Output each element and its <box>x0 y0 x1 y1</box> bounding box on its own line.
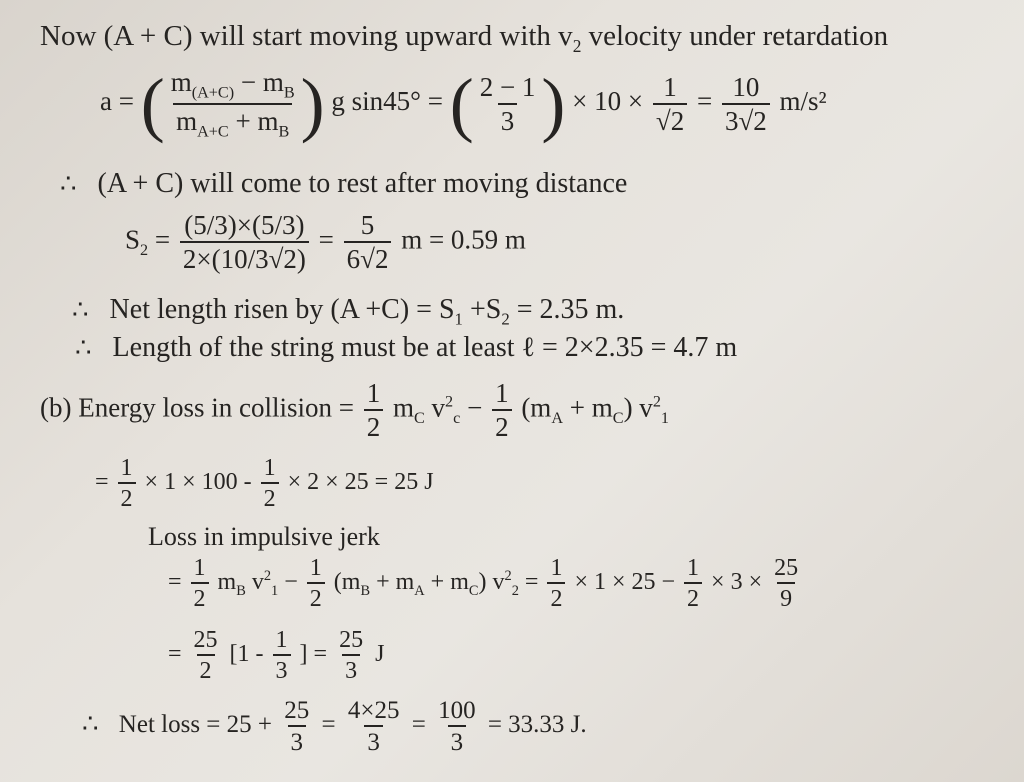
ten-over-3root2-fraction <box>722 71 770 136</box>
e-sub-b: B <box>360 582 371 599</box>
b-f2-num: 1 <box>495 378 509 408</box>
f-f2-den: 3 <box>273 654 291 683</box>
f-f3-num: 25 <box>339 627 364 653</box>
e-mb: m <box>217 569 237 596</box>
mass-ratio-fraction <box>168 66 298 140</box>
e-v: v <box>245 569 264 596</box>
s2-f1-num: (5/3)×(5/3) <box>184 210 305 240</box>
s2-eq: = <box>148 224 171 255</box>
b-mc-sub: C <box>413 409 425 428</box>
s2-fraction-1 <box>180 212 309 273</box>
num-minus: − m <box>234 66 284 97</box>
e-sub-c: C <box>468 582 479 599</box>
num-sub2: B <box>283 83 295 102</box>
e-f2-den: 2 <box>307 582 325 611</box>
e-f5-den: 9 <box>777 582 795 611</box>
e-v2-sup: 2 <box>504 568 512 585</box>
b-ma: (m <box>521 392 552 423</box>
b-plus: + m <box>563 392 613 423</box>
b-v1-sub: 1 <box>660 409 669 428</box>
paren-open: ( <box>140 64 165 144</box>
equals: = <box>696 86 713 117</box>
f-25-over-2 <box>191 628 221 683</box>
e-f1-num: 1 <box>193 555 206 581</box>
e-v-sup: 2 <box>263 568 272 585</box>
two-minus-one-fraction <box>477 71 539 136</box>
e-v-sub: 1 <box>271 582 279 599</box>
distance-equation <box>125 212 526 273</box>
half-fraction-2 <box>492 380 512 441</box>
therefore-icon: ∴ <box>75 333 92 362</box>
impulsive-jerk-heading <box>148 524 380 550</box>
retardation-equation <box>100 64 827 144</box>
num-sub1: (A+C) <box>191 83 235 102</box>
c-result: × 2 × 25 = 25 J <box>287 469 434 496</box>
f2-num: 2 − 1 <box>479 71 536 102</box>
e-f3-num: 1 <box>550 555 563 581</box>
f2-den: 3 <box>498 103 518 135</box>
e-f5-num: 25 <box>774 555 799 581</box>
s2-f2-num: 5 <box>360 210 375 240</box>
e-25-over-9 <box>771 556 801 611</box>
net-length-text: Net length risen by (A +C) = S <box>109 294 455 325</box>
g-100-over-3 <box>435 698 479 755</box>
paren-open-2: ( <box>449 64 474 144</box>
e-f4-num: 1 <box>687 555 700 581</box>
string-length-text: Length of the string must be at least ℓ = 2×2.35 = 4.7 m <box>112 332 738 363</box>
b-v-sub: c <box>453 409 461 428</box>
energy-loss-line <box>40 380 669 441</box>
f-bracket-open: [1 - <box>229 641 264 668</box>
g-f1-den: 3 <box>288 725 307 755</box>
rest-text: (A + C) will come to rest after moving distance <box>97 168 628 199</box>
b-minus: − <box>467 392 483 423</box>
s1-sub: 1 <box>454 309 463 329</box>
e-mb-sub: B <box>236 582 246 599</box>
c-f1-num: 1 <box>120 455 133 481</box>
c-half-1 <box>118 456 136 511</box>
therefore-icon: ∴ <box>72 295 89 324</box>
f4-den: 3√2 <box>722 103 770 135</box>
g-4x25-over-3 <box>345 698 403 755</box>
f-f1-den: 2 <box>197 654 215 683</box>
e-f4-den: 2 <box>684 582 702 611</box>
jerk-equation <box>168 556 804 611</box>
e-f3-den: 2 <box>547 582 565 611</box>
s2-sub-b: 2 <box>501 309 510 329</box>
b-v: v <box>424 392 446 423</box>
intro-text-end: velocity under retardation <box>581 20 889 52</box>
intro-sub: 2 <box>572 35 582 56</box>
c-f2-num: 1 <box>263 455 276 481</box>
e-half-3 <box>547 556 565 611</box>
e-half-2 <box>307 556 325 611</box>
e-half-4 <box>684 556 702 611</box>
g-f2-den: 3 <box>364 725 383 755</box>
num-m: m <box>170 66 192 97</box>
f3-den: √2 <box>653 103 687 135</box>
g-sin-text: g sin45° = <box>331 86 443 117</box>
unit-ms2: m/s² <box>779 86 827 117</box>
therefore-icon: ∴ <box>82 709 99 739</box>
e-mid3: × 1 × 25 − <box>574 569 676 596</box>
e-eq: = <box>168 569 182 596</box>
net-length-line <box>72 296 624 328</box>
rest-line <box>60 170 627 198</box>
e-sub-a: A <box>414 582 425 599</box>
e-plus-2: + m <box>424 569 469 596</box>
f4-num: 10 <box>732 71 760 102</box>
e-open: (m <box>333 569 361 596</box>
s2-result: m = 0.59 m <box>401 224 526 255</box>
s2-fraction-2 <box>344 212 392 273</box>
den-m: m <box>176 105 198 136</box>
e-f2-num: 1 <box>309 555 322 581</box>
e-close: ) v <box>478 569 505 596</box>
b-f1-den: 2 <box>364 409 384 441</box>
paren-close-2: ) <box>541 64 566 144</box>
g-f3-num: 100 <box>438 697 476 724</box>
g-f2-num: 4×25 <box>347 697 400 724</box>
therefore-icon: ∴ <box>60 169 77 198</box>
net-length-mid: +S <box>462 294 502 325</box>
e-mid4: × 3 × <box>711 569 763 596</box>
den-plus: + m <box>228 105 279 136</box>
jerk-simplified <box>168 628 384 683</box>
intro-text: Now (A + C) will start moving upward with v <box>40 20 573 52</box>
g-f1-num: 25 <box>284 697 310 724</box>
f-unit: J <box>375 641 385 668</box>
g-eq2: = <box>411 711 426 739</box>
s2-label: S <box>125 224 141 255</box>
s2-f1-den: 2×(10/3√2) <box>180 241 309 273</box>
f-1-over-3 <box>273 628 291 683</box>
b-close: ) v <box>623 392 653 423</box>
e-minus: − <box>284 569 298 596</box>
times-ten: × 10 × <box>572 86 644 117</box>
paren-close: ) <box>300 64 325 144</box>
e-v2-sub: 2 <box>511 582 519 599</box>
c-f2-den: 2 <box>261 482 279 511</box>
f-25-over-3 <box>336 628 366 683</box>
intro-line <box>40 22 888 55</box>
b-v-sup: 2 <box>445 392 454 411</box>
collision-calc-line <box>95 456 434 511</box>
b-f2-den: 2 <box>492 409 512 441</box>
b-mc: m <box>392 392 414 423</box>
den-sub2: B <box>278 121 290 140</box>
f-eq: = <box>168 641 182 668</box>
c-mid: × 1 × 100 - <box>144 469 252 496</box>
net-loss-result: = 33.33 J. <box>487 711 587 739</box>
c-half-2 <box>261 456 279 511</box>
b-v1-sup: 2 <box>652 392 661 411</box>
b-mc2-sub: C <box>612 409 624 428</box>
f-f3-den: 3 <box>342 654 360 683</box>
e-half-1 <box>191 556 209 611</box>
one-over-root2-fraction <box>653 71 687 136</box>
f-bracket-close: ] = <box>299 641 328 668</box>
s2-sub: 2 <box>140 241 149 260</box>
a-label: a = <box>100 86 134 117</box>
string-length-line <box>75 334 737 362</box>
b-f1-num: 1 <box>366 378 381 408</box>
s2-f2-den: 6√2 <box>344 241 392 273</box>
net-loss-line <box>82 698 587 755</box>
c-f1-den: 2 <box>118 482 136 511</box>
e-eq2: = <box>524 569 539 596</box>
f-f2-num: 1 <box>275 627 288 653</box>
e-f1-den: 2 <box>191 582 209 611</box>
f-f1-num: 25 <box>193 627 218 653</box>
g-25-over-3 <box>281 698 312 755</box>
e-plus-1: + m <box>370 569 415 596</box>
g-f3-den: 3 <box>448 725 467 755</box>
jerk-heading-text: Loss in impulsive jerk <box>148 522 380 551</box>
den-sub1: A+C <box>197 121 229 140</box>
net-length-end: = 2.35 m. <box>509 294 625 325</box>
s2-eq2: = <box>318 224 334 255</box>
c-eq: = <box>95 469 109 496</box>
g-eq1: = <box>321 711 336 739</box>
half-fraction <box>364 380 384 441</box>
f3-num: 1 <box>663 71 677 102</box>
b-ma-sub: A <box>551 409 564 428</box>
net-loss-label: Net loss = 25 + <box>118 711 272 739</box>
energy-loss-label: (b) Energy loss in collision = <box>40 392 354 423</box>
